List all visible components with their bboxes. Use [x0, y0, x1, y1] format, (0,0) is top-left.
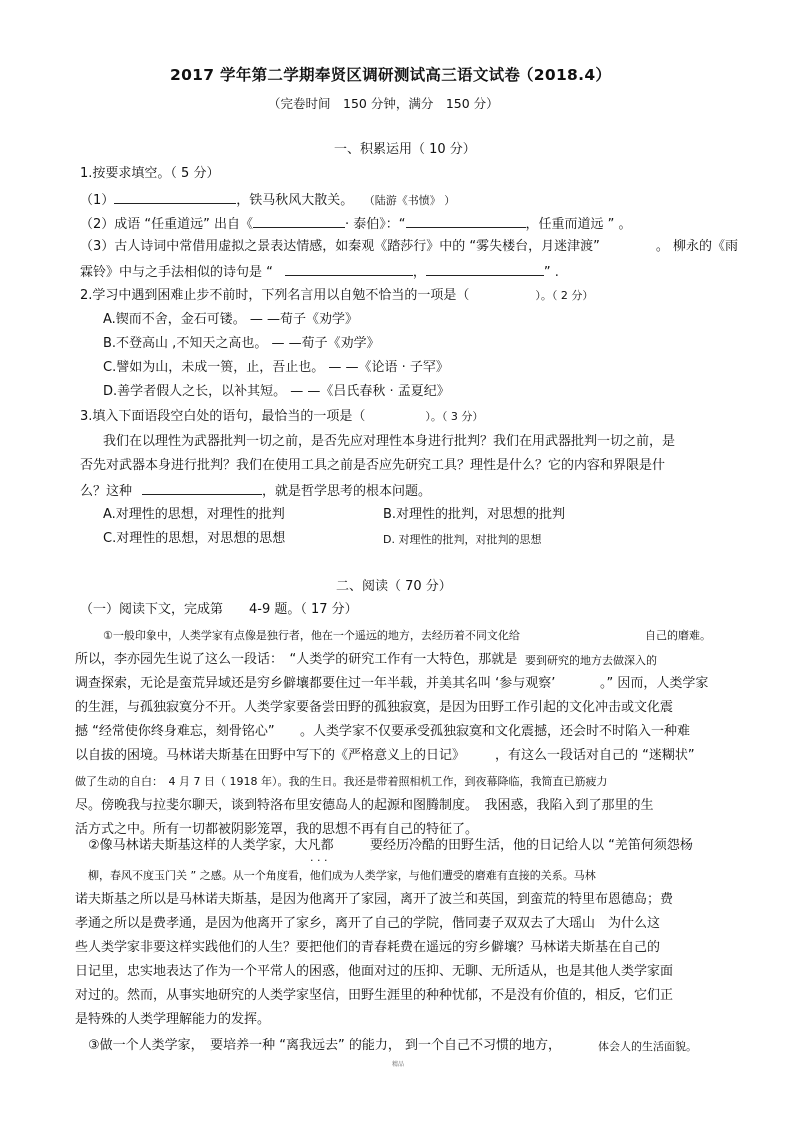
- q2-stem-text: 2.学习中遇到困难止步不前时，下列名言用以自勉不恰当的一项是（: [80, 288, 470, 303]
- reading-part1-title: （一）阅读下文，完成第 4-9 题。（ 17 分）: [80, 602, 358, 617]
- q1-l1-source: （陆游《书愤》 ）: [369, 194, 456, 207]
- q3-option-b[interactable]: B.对理性的批判，对思想的批判: [383, 507, 566, 522]
- para1-line1b: 自己的磨难。: [645, 629, 711, 642]
- q1-l3-a: （3）古人诗词中常借用虚拟之景表达情感，如秦观《踏莎行》中的 “雾失楼台，月迷津渡”: [80, 239, 600, 254]
- para1-line2a: 所以，李亦园先生说了这么一段话： “人类学的研究工作有一大特色，那就是: [75, 652, 518, 667]
- q1-l2-a: （2）成语 “任重道远” 出自《: [80, 217, 254, 232]
- para1-line6a: 以自拔的困境。马林诺夫斯基在田野中写下的《严格意义上的日记》: [75, 748, 466, 763]
- q3-passage-line2: 否先对武器本身进行批判？我们在使用工具之前是否应先研究工具？理性是什么？它的内容和界限是什: [80, 458, 666, 473]
- q1-stem: 1.按要求填空。（ 5 分）: [80, 166, 220, 181]
- para3-line1b: 体会人的生活面貌。: [598, 1040, 697, 1053]
- para2-line1a: ②像马林诺夫斯基这样的人类学家，大凡都: [88, 838, 334, 853]
- para2-line5: 些人类学家非要这样实践他们的人生？要把他们的青春耗费在遥远的穷乡僻壤？马林诺夫斯基在自己的: [75, 940, 661, 955]
- q3-stem-end: ）。（ 3 分）: [425, 410, 484, 423]
- para1-line5b: 。人类学家不仅要承受孤独寂寞和文化震撼，还会时不时陷入一种难: [300, 724, 691, 739]
- q3-option-c[interactable]: C.对理性的思想，对思想的思想: [103, 531, 286, 546]
- q2-option-d[interactable]: D.善学者假人之长，以补其短。 — —《吕氏春秋 · 孟夏纪》: [103, 384, 450, 399]
- para1-line4: 的生涯，与孤独寂寞分不开。人类学家要备尝田野的孤独寂寞，是因为田野工作引起的文化冲击或文化震: [75, 700, 674, 715]
- q3-passage-line3: [80, 481, 431, 501]
- para2-line8: 是特殊的人类学理解能力的发挥。: [75, 1012, 271, 1027]
- para1-line3a: 调查探索，无论是蛮荒异域还是穷乡僻壤都要住过一年半载，并美其名叫 ‘参与观察’: [75, 676, 556, 691]
- blank-6[interactable]: [142, 481, 262, 495]
- para2-line2: 柳，春风不度玉门关 ” 之感。从一个角度看，他们成为人类学家，与他们遭受的磨难有直接的关系。马林: [88, 869, 596, 882]
- q1-l4-c: ” .: [543, 265, 559, 280]
- exam-title: 2017 学年第二学期奉贤区调研测试高三语文试卷: [170, 66, 521, 84]
- q1-l3-b: 。 柳永的《雨: [655, 239, 739, 254]
- q2-stem-end: ）。（ 2 分）: [535, 289, 594, 302]
- para1-line6b: ，有这么一段话对自己的 “迷糊状”: [495, 748, 695, 763]
- q1-l4-b: ，: [412, 265, 426, 280]
- para2-line4: 孝通之所以是费孝通，是因为他离开了家乡，离开了自己的学院，偕同妻子双双去了大瑶山 为什么这: [75, 916, 661, 931]
- q3-stem-text: 3.填入下面语段空白处的语句，最恰当的一项是（: [80, 409, 366, 424]
- q1-line2: [80, 214, 632, 234]
- exam-info: （完卷时间 150 分钟，满分 150 分）: [268, 96, 499, 111]
- q3-p3-a: 么？这种: [80, 484, 133, 499]
- section2-heading: 二、阅读（ 70 分）: [336, 579, 452, 594]
- q1-line4: [80, 262, 559, 282]
- para2-line1b: 要经历冷酷的田野生活，他的日记给人以 “羌笛何须怨杨: [370, 838, 693, 853]
- q3-p3-b: ，就是哲学思考的根本问题。: [262, 484, 432, 499]
- para1-line7: 做了生动的自白： 4 月 7 日（ 1918 年）。我的生日。我还是带着照相机工作，到夜幕降临，我简直已筋疲力: [75, 775, 608, 788]
- blank-3[interactable]: [406, 214, 526, 228]
- q3-option-a[interactable]: A.对理性的思想，对理性的批判: [103, 507, 285, 522]
- q1-l2-b: · 泰伯》：“: [345, 217, 406, 232]
- blank-4[interactable]: [285, 262, 413, 276]
- q2-stem: [80, 287, 593, 305]
- q1-l1-text: ，铁马秋风大散关。: [236, 193, 354, 208]
- para2-line7: 对过的。然而，从事实地研究的人类学家坚信，田野生涯里的种种忧郁，不是没有价值的，相反，它们正: [75, 988, 674, 1003]
- q2-option-c[interactable]: C.譬如为山，未成一篑，止，吾止也。 — —《论语 · 子罕》: [103, 360, 449, 375]
- blank-1[interactable]: [114, 190, 236, 204]
- para1-line9: 活方式之中。所有一切都被阴影笼罩，我的思想不再有自己的特征了。: [75, 822, 479, 837]
- para1-line3b: 。” 因而，人类学家: [600, 676, 709, 691]
- q1-l2-c: ，任重而道远 ” 。: [525, 217, 632, 232]
- q2-option-a[interactable]: A.锲而不舍，金石可镂。 — —荀子《劝学》: [103, 312, 359, 327]
- q3-option-d[interactable]: D. 对理性的批判，对批判的思想: [383, 533, 542, 546]
- q1-line3: [80, 238, 738, 256]
- exam-date: （2018.4）: [518, 66, 612, 84]
- para1-line2b: 要到研究的地方去做深入的: [525, 654, 657, 667]
- section1-heading: 一、积累运用（ 10 分）: [334, 142, 476, 157]
- para3-line1a: ③做一个人类学家， 要培养一种 “离我远去” 的能力， 到一个自己不习惯的地方，: [88, 1038, 562, 1053]
- q3-stem: [80, 408, 483, 426]
- q3-passage-line1: 我们在以理性为武器批判一切之前，是否先应对理性本身进行批判？我们在用武器批判一切之前，是: [103, 434, 676, 449]
- blank-5[interactable]: [426, 262, 544, 276]
- blank-2[interactable]: [253, 214, 345, 228]
- page-footer-mark: 精品: [392, 1061, 405, 1068]
- q1-l4-a: 霖铃》中与之手法相似的诗句是 “: [80, 265, 273, 280]
- q1-line1: [80, 190, 455, 210]
- q1-l1-label: （1）: [80, 193, 115, 208]
- para1-line1a: ①一般印象中，人类学家有点像是独行者，他在一个遥远的地方，去经历着不同文化给: [103, 629, 520, 642]
- q2-option-b[interactable]: B.不登高山 ,不知天之高也。 — —荀子《劝学》: [103, 336, 380, 351]
- para1-line5a: 撼 “经常使你终身难忘，刻骨铭心”: [75, 724, 275, 739]
- emphasis-dots: · · ·: [310, 854, 328, 867]
- para1-line8: 尽。傍晚我与拉斐尔聊天，谈到特洛布里安德岛人的起源和图腾制度。 我困惑，我陷入到了那里的生: [75, 798, 654, 813]
- para2-line3: 诺夫斯基之所以是马林诺夫斯基，是因为他离开了家园，离开了波兰和英国，到蛮荒的特里布恩德岛；费: [75, 892, 674, 907]
- para2-line6: 日记里，忠实地表达了作为一个平常人的困惑，他面对过的压抑、无聊、无所适从，也是其他人类学家面: [75, 964, 674, 979]
